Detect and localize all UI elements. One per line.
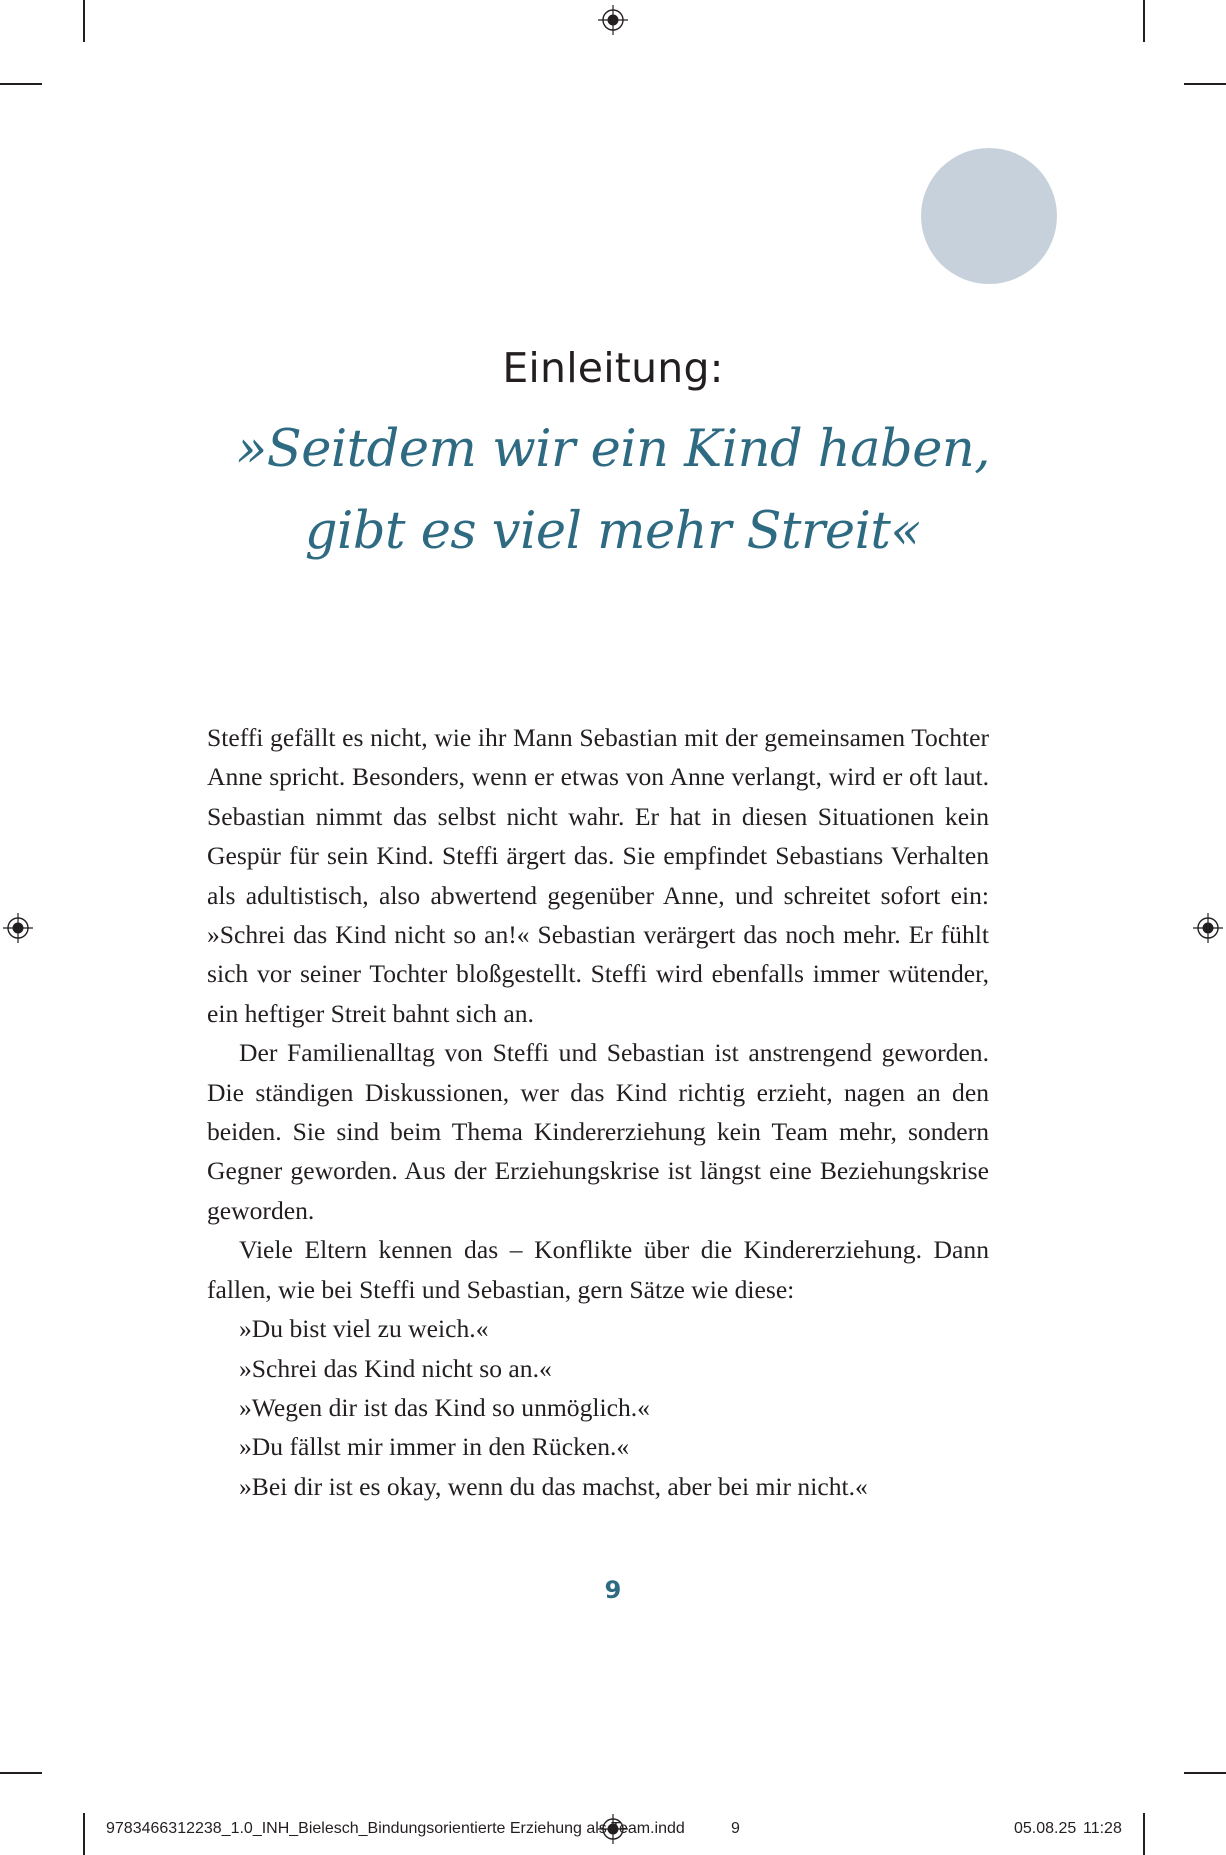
quote-list bbox=[207, 1309, 989, 1506]
crop-mark-top-right bbox=[1143, 0, 1145, 42]
paragraph: Steffi gefällt es nicht, wie ihr Mann Sebastian mit der gemeinsamen Tochter Anne spricht. Besonders, wenn er etwas von Anne verlangt, wird er oft laut. Sebastian nimmt das selbst nicht wahr. Er hat in diesen Situationen kein Gespür für sein Kind. Steffi ärgert das. Sie empfindet Sebastians Verhalten als adultistisch, also abwertend gegenüber Anne, und schreitet sofort ein: »Schrei das Kind nicht so an!« Sebastian verärgert das noch mehr. Er fühlt sich vor seiner Tochter bloßgestellt. Steffi wird ebenfalls immer wütender, ein heftiger Streit bahnt sich an. bbox=[207, 723, 989, 1028]
crop-mark-bottom-left bbox=[83, 1813, 85, 1855]
slug-date: 05.08.25 bbox=[1014, 1820, 1077, 1837]
crop-mark-top-left-h bbox=[0, 83, 42, 85]
crop-mark-bottom-left-h bbox=[0, 1772, 42, 1774]
chapter-subtitle-line-2: gibt es viel mehr Streit« bbox=[304, 502, 922, 561]
paragraph: Der Familienalltag von Steffi und Sebastian ist anstrengend geworden. Die ständigen Diskussionen, wer das Kind richtig erzieht, nagen an den beiden. Sie sind beim Thema Kindererziehung kein Team mehr, sondern Gegner geworden. Aus der Erziehungskrise ist längst eine Beziehungskrise geworden. bbox=[207, 1038, 989, 1225]
registration-mark-top-icon bbox=[598, 5, 628, 35]
quote-item: »Schrei das Kind nicht so an.« bbox=[239, 1353, 552, 1383]
quote-item: »Bei dir ist es okay, wenn du das machst, aber bei mir nicht.« bbox=[239, 1471, 868, 1501]
slug-page: 9 bbox=[731, 1820, 740, 1837]
crop-mark-top-left bbox=[83, 0, 85, 42]
quote-item: »Du bist viel zu weich.« bbox=[239, 1314, 489, 1344]
registration-mark-right-icon bbox=[1193, 913, 1223, 943]
paragraph: Viele Eltern kennen das – Konflikte über die Kindererziehung. Dann fallen, wie bei Steffi und Sebastian, gern Sätze wie diese: bbox=[207, 1235, 989, 1304]
crop-mark-top-right-h bbox=[1184, 83, 1226, 85]
quote-item: »Du fällst mir immer in den Rücken.« bbox=[239, 1432, 630, 1462]
page-number: 9 bbox=[604, 1576, 622, 1604]
chapter-title: Einleitung: bbox=[502, 344, 724, 392]
quote-item: »Wegen dir ist das Kind so unmöglich.« bbox=[239, 1392, 650, 1422]
crop-mark-bottom-right-h bbox=[1184, 1772, 1226, 1774]
decorative-circle bbox=[921, 148, 1057, 284]
slug-time: 11:28 bbox=[1083, 1820, 1122, 1837]
crop-mark-bottom-right bbox=[1143, 1813, 1145, 1855]
body-text bbox=[207, 718, 989, 1506]
registration-mark-left-icon bbox=[3, 913, 33, 943]
chapter-subtitle-line-1: »Seitdem wir ein Kind haben, bbox=[236, 420, 990, 479]
slug-file-name: 9783466312238_1.0_INH_Bielesch_Bindungsorientierte Erziehung als Team.indd bbox=[106, 1820, 685, 1837]
